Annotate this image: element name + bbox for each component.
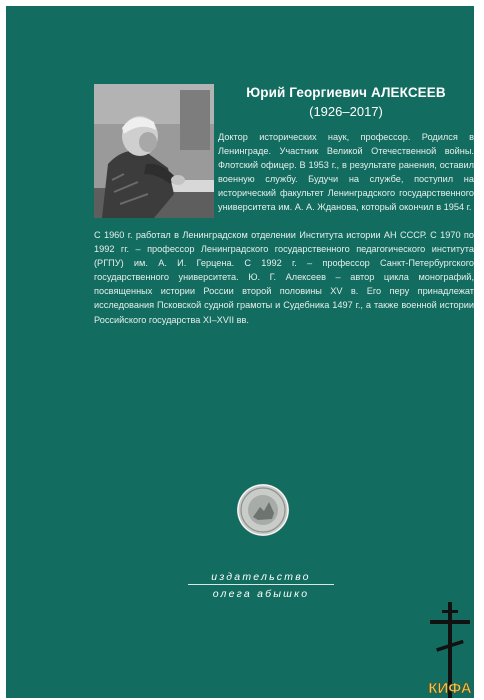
author-years: (1926–2017) <box>309 104 383 119</box>
publisher-divider <box>188 584 334 585</box>
seal-icon <box>236 483 290 537</box>
author-photo <box>94 84 214 218</box>
orthodox-cross-icon <box>425 600 475 698</box>
publisher-line-2: олега абышко <box>212 588 310 600</box>
author-name: Юрий Георгиевич АЛЕКСЕЕВ <box>246 85 446 100</box>
biography-paragraph-1: Доктор исторических наук, профессор. Родился в Ленинграде. Участник Великой Отечественной войны. Флотский офицер. В 1953 г., в результате ранения, оставил военную службу. Будучи на службе, поступил на исторический факультет Ленинградского государственного университета им. А. А. Жданова, который окончил в 1954 г. <box>218 132 474 213</box>
publisher-line-1: издательство <box>211 571 311 583</box>
biography-paragraph-2: С 1960 г. работал в Ленинградском отделении Института истории АН СССР. С 1970 по 1992 гг. – профессор Ленинградского государственного педагогического института (РГПУ) им. А. И. Герцена. С 1992 г. – профессор Санкт-Петербургского государственного университета. Ю. Г. Алексеев – автор цикла монографий, посвященных истории России второй половины XV в. Его перу принадлежат исследования Псковской судной грамоты и Судебника 1497 г., а также военной истории Российского государства XI–XVII вв. <box>94 230 474 325</box>
book-back-cover <box>6 6 474 698</box>
watermark-text: КИФА <box>428 680 472 697</box>
